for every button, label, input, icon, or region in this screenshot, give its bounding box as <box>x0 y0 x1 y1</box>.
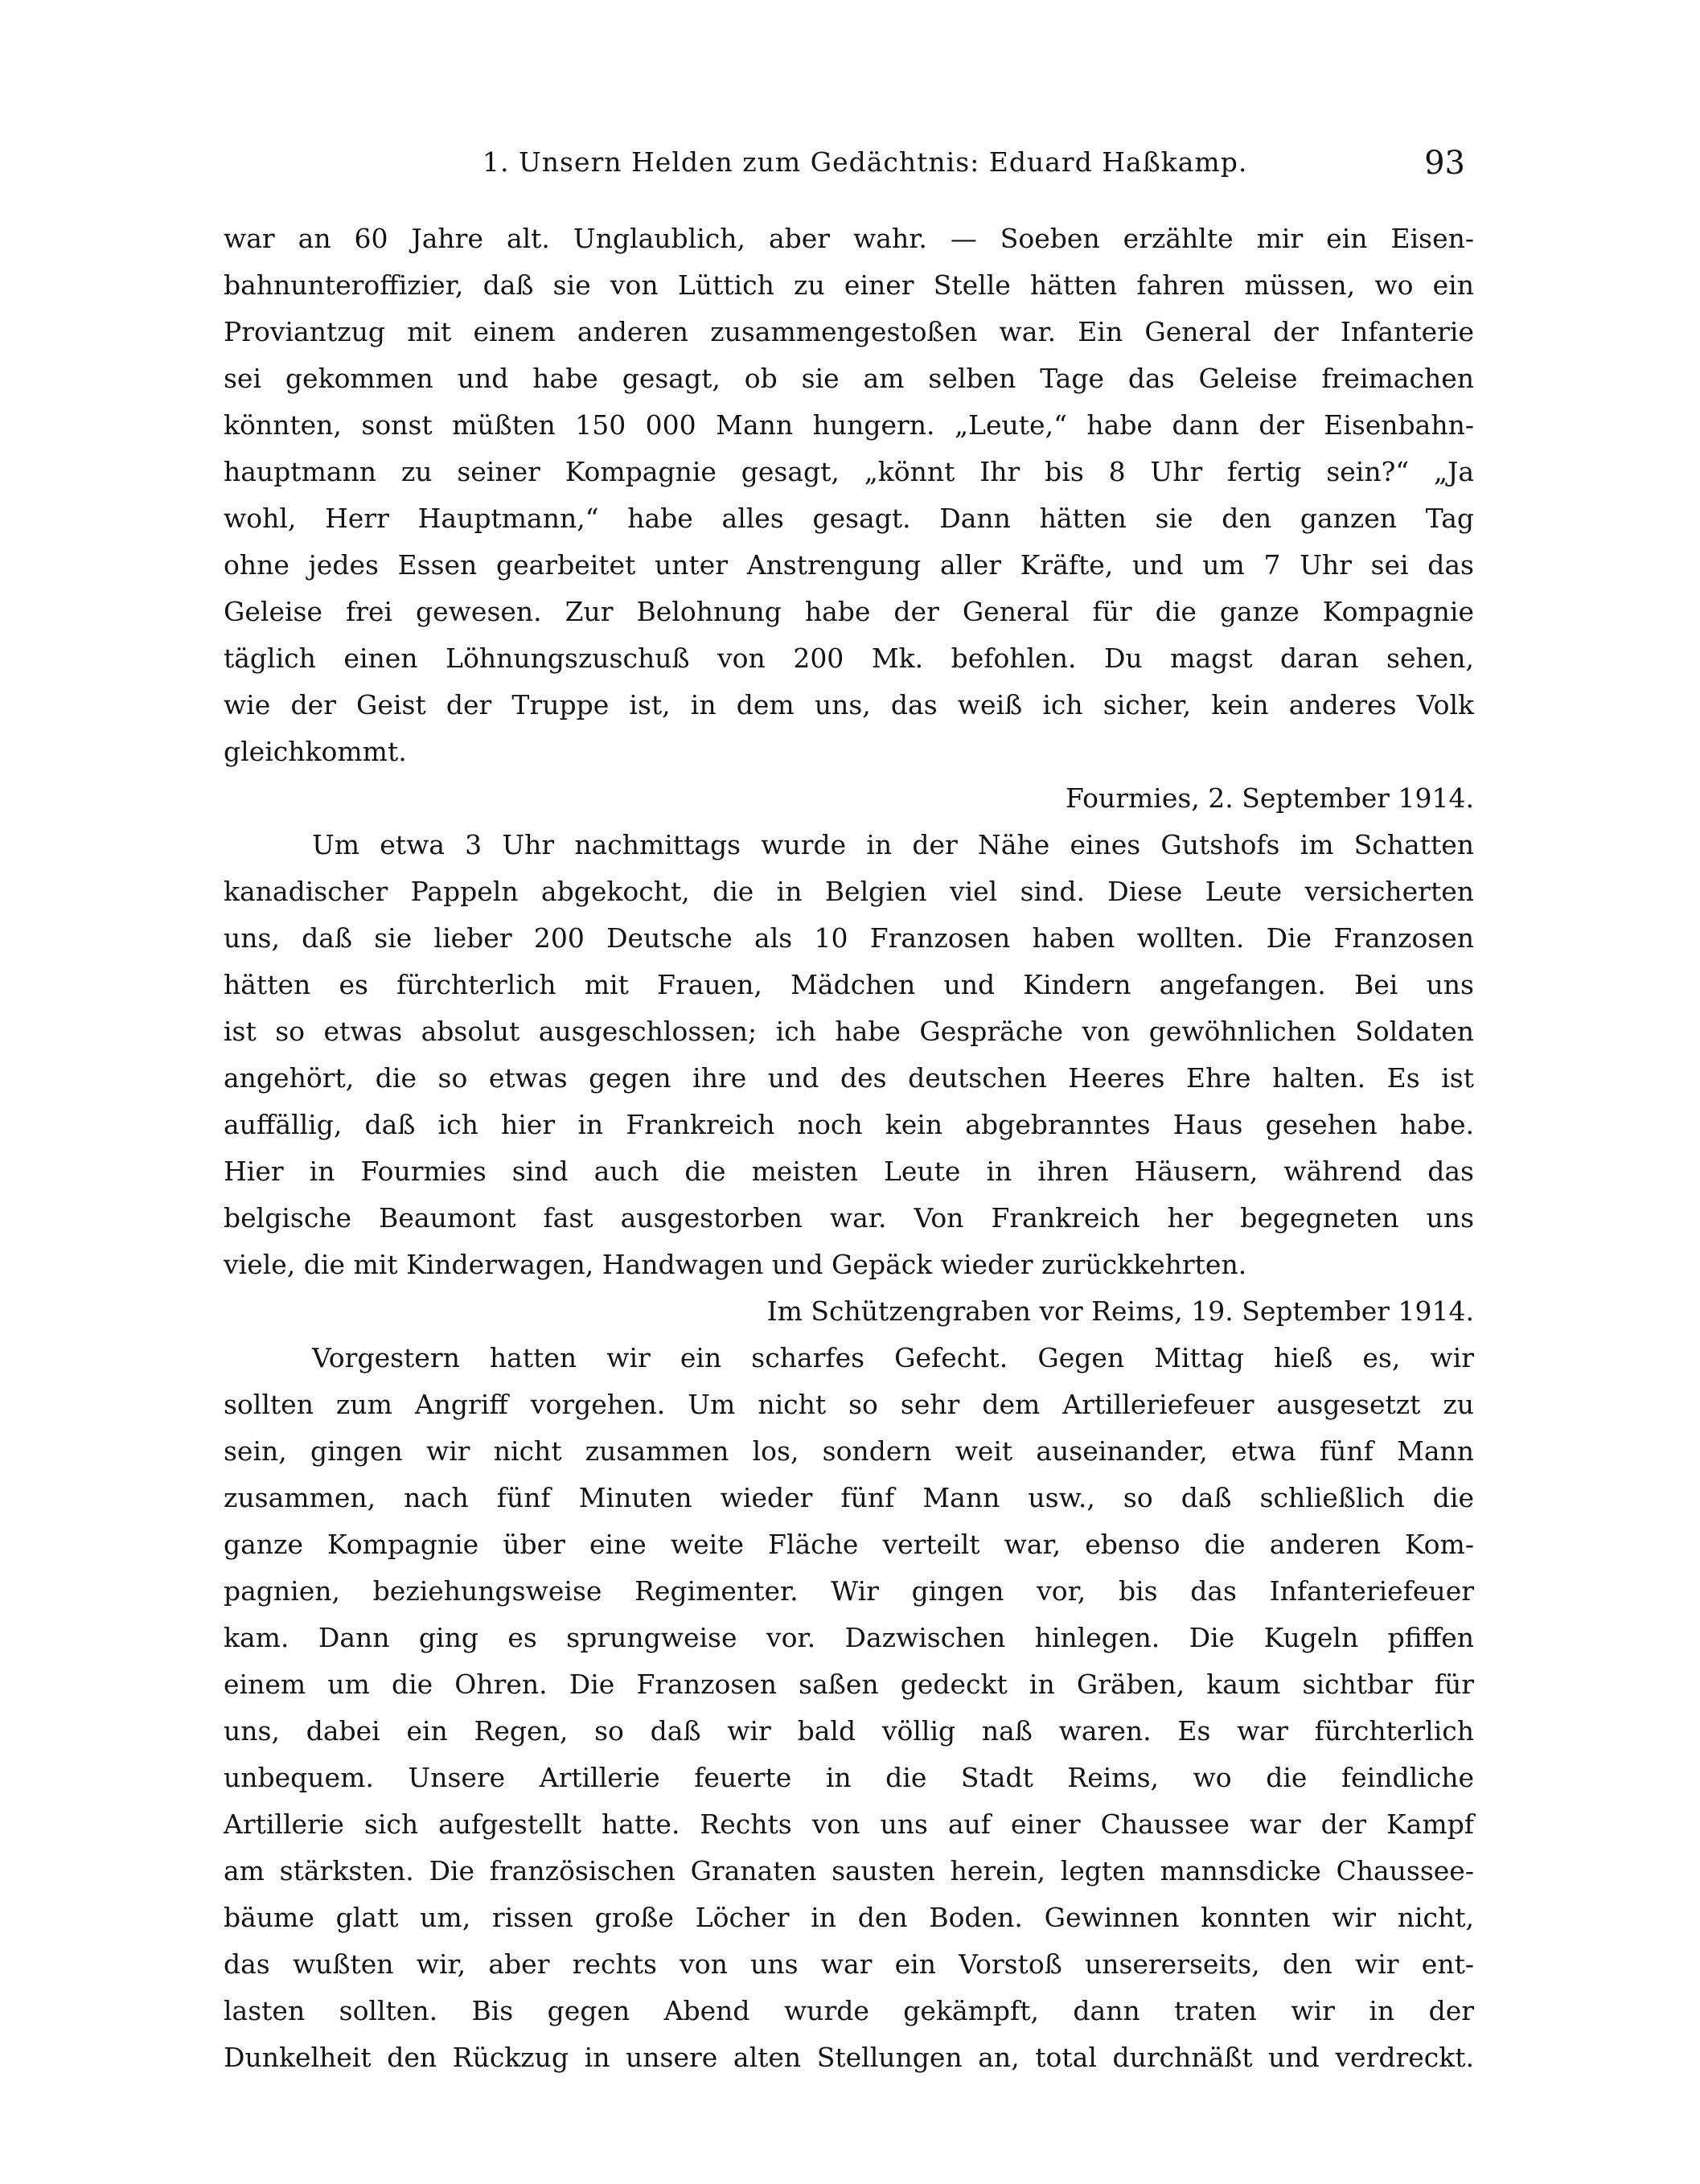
text-line: kanadischer Pappeln abgekocht, die in Belgien viel sind. Diese Leute versicherten <box>224 876 1474 907</box>
text-line: täglich einen Löhnungszuschuß von 200 Mk. befohlen. Du magst daran sehen, <box>224 642 1474 674</box>
text-line: könnten, sonst müßten 150 000 Mann hungern. „Leute,“ habe dann der Eisenbahn- <box>224 409 1474 441</box>
text-line: das wußten wir, aber rechts von uns war ein Vorstoß unsererseits, den wir ent- <box>224 1948 1474 1980</box>
text-line: hauptmann zu seiner Kompagnie gesagt, „könnt Ihr bis 8 Uhr fertig sein?“ „Ja <box>224 456 1474 487</box>
text-line: pagnien, beziehungsweise Regimenter. Wir gingen vor, bis das Infanteriefeuer <box>224 1575 1474 1607</box>
text-line: sei gekommen und habe gesagt, ob sie am selben Tage das Geleise freimachen <box>224 363 1474 394</box>
text-line: ohne jedes Essen gearbeitet unter Anstrengung aller Kräfte, und um 7 Uhr sei das <box>224 549 1474 581</box>
text-line: unbequem. Unsere Artillerie feuerte in die Stadt Reims, wo die feindliche <box>224 1762 1474 1793</box>
text-line: sein, gingen wir nicht zusammen los, sondern weit auseinander, etwa fünf Mann <box>224 1435 1474 1467</box>
text-line: angehört, die so etwas gegen ihre und des deutschen Heeres Ehre halten. Es ist <box>224 1062 1474 1094</box>
text-line: zusammen, nach fünf Minuten wieder fünf Mann usw., so daß schließlich die <box>224 1482 1474 1513</box>
text-line: Dunkelheit den Rückzug in unsere alten Stellungen an, total durchnäßt und verdreckt. <box>224 2042 1474 2073</box>
text-line: uns, daß sie lieber 200 Deutsche als 10 Franzosen haben wollten. Die Franzosen <box>224 922 1474 954</box>
text-line: viele, die mit Kinderwagen, Handwagen und Gepäck wieder zurückkehrten. <box>224 1249 1247 1280</box>
text-line: hätten es fürchterlich mit Frauen, Mädchen und Kindern angefangen. Bei uns <box>224 969 1474 1000</box>
page-number: 93 <box>1424 145 1465 182</box>
text-line: belgische Beaumont fast ausgestorben war. Von Frankreich her begegneten uns <box>224 1202 1474 1234</box>
text-line: uns, dabei ein Regen, so daß wir bald völlig naß waren. Es war fürchterlich <box>224 1715 1474 1747</box>
text-line: wohl, Herr Hauptmann,“ habe alles gesagt. Dann hätten sie den ganzen Tag <box>224 503 1474 534</box>
text-line: kam. Dann ging es sprungweise vor. Dazwischen hinlegen. Die Kugeln pfiffen <box>224 1622 1474 1653</box>
body-text <box>224 216 1474 2081</box>
text-line: Um etwa 3 Uhr nachmittags wurde in der Nähe eines Gutshofs im Schatten <box>312 829 1474 860</box>
text-line: am stärksten. Die französischen Granaten sausten herein, legten mannsdicke Chaussee- <box>224 1855 1474 1886</box>
running-head: 1. Unsern Helden zum Gedächtnis: Eduard Haßkamp. <box>482 146 1248 178</box>
text-line: Artillerie sich aufgestellt hatte. Rechts von uns auf einer Chaussee war der Kampf <box>224 1808 1474 1840</box>
text-line: ist so etwas absolut ausgeschlossen; ich habe Gespräche von gewöhnlichen Soldaten <box>224 1016 1474 1047</box>
text-line: Vorgestern hatten wir ein scharfes Gefecht. Gegen Mittag hieß es, wir <box>312 1342 1474 1373</box>
text-line: lasten sollten. Bis gegen Abend wurde gekämpft, dann traten wir in der <box>224 1995 1474 2026</box>
text-line: bäume glatt um, rissen große Löcher in den Boden. Gewinnen konnten wir nicht, <box>224 1902 1474 1933</box>
dateline: Fourmies, 2. September 1914. <box>1066 782 1474 814</box>
text-line: bahnunteroffizier, daß sie von Lüttich zu einer Stelle hätten fahren müssen, wo ein <box>224 269 1474 301</box>
text-line: Hier in Fourmies sind auch die meisten Leute in ihren Häusern, während das <box>224 1156 1474 1187</box>
text-line: auffällig, daß ich hier in Frankreich noch kein abgebranntes Haus gesehen habe. <box>224 1109 1474 1140</box>
text-line: Proviantzug mit einem anderen zusammengestoßen war. Ein General der Infanterie <box>224 316 1474 347</box>
text-line: sollten zum Angriff vorgehen. Um nicht so sehr dem Artilleriefeuer ausgesetzt zu <box>224 1389 1474 1420</box>
text-line: gleichkommt. <box>224 736 407 767</box>
text-line: ganze Kompagnie über eine weite Fläche verteilt war, ebenso die anderen Kom- <box>224 1529 1474 1560</box>
text-line: Geleise frei gewesen. Zur Belohnung habe der General für die ganze Kompagnie <box>224 596 1474 627</box>
text-line: wie der Geist der Truppe ist, in dem uns, das weiß ich sicher, kein anderes Volk <box>224 689 1474 720</box>
text-line: war an 60 Jahre alt. Unglaublich, aber wahr. — Soeben erzählte mir ein Eisen- <box>224 223 1474 254</box>
dateline: Im Schützengraben vor Reims, 19. September 1914. <box>766 1295 1474 1327</box>
text-line: einem um die Ohren. Die Franzosen saßen gedeckt in Gräben, kaum sichtbar für <box>224 1669 1474 1700</box>
